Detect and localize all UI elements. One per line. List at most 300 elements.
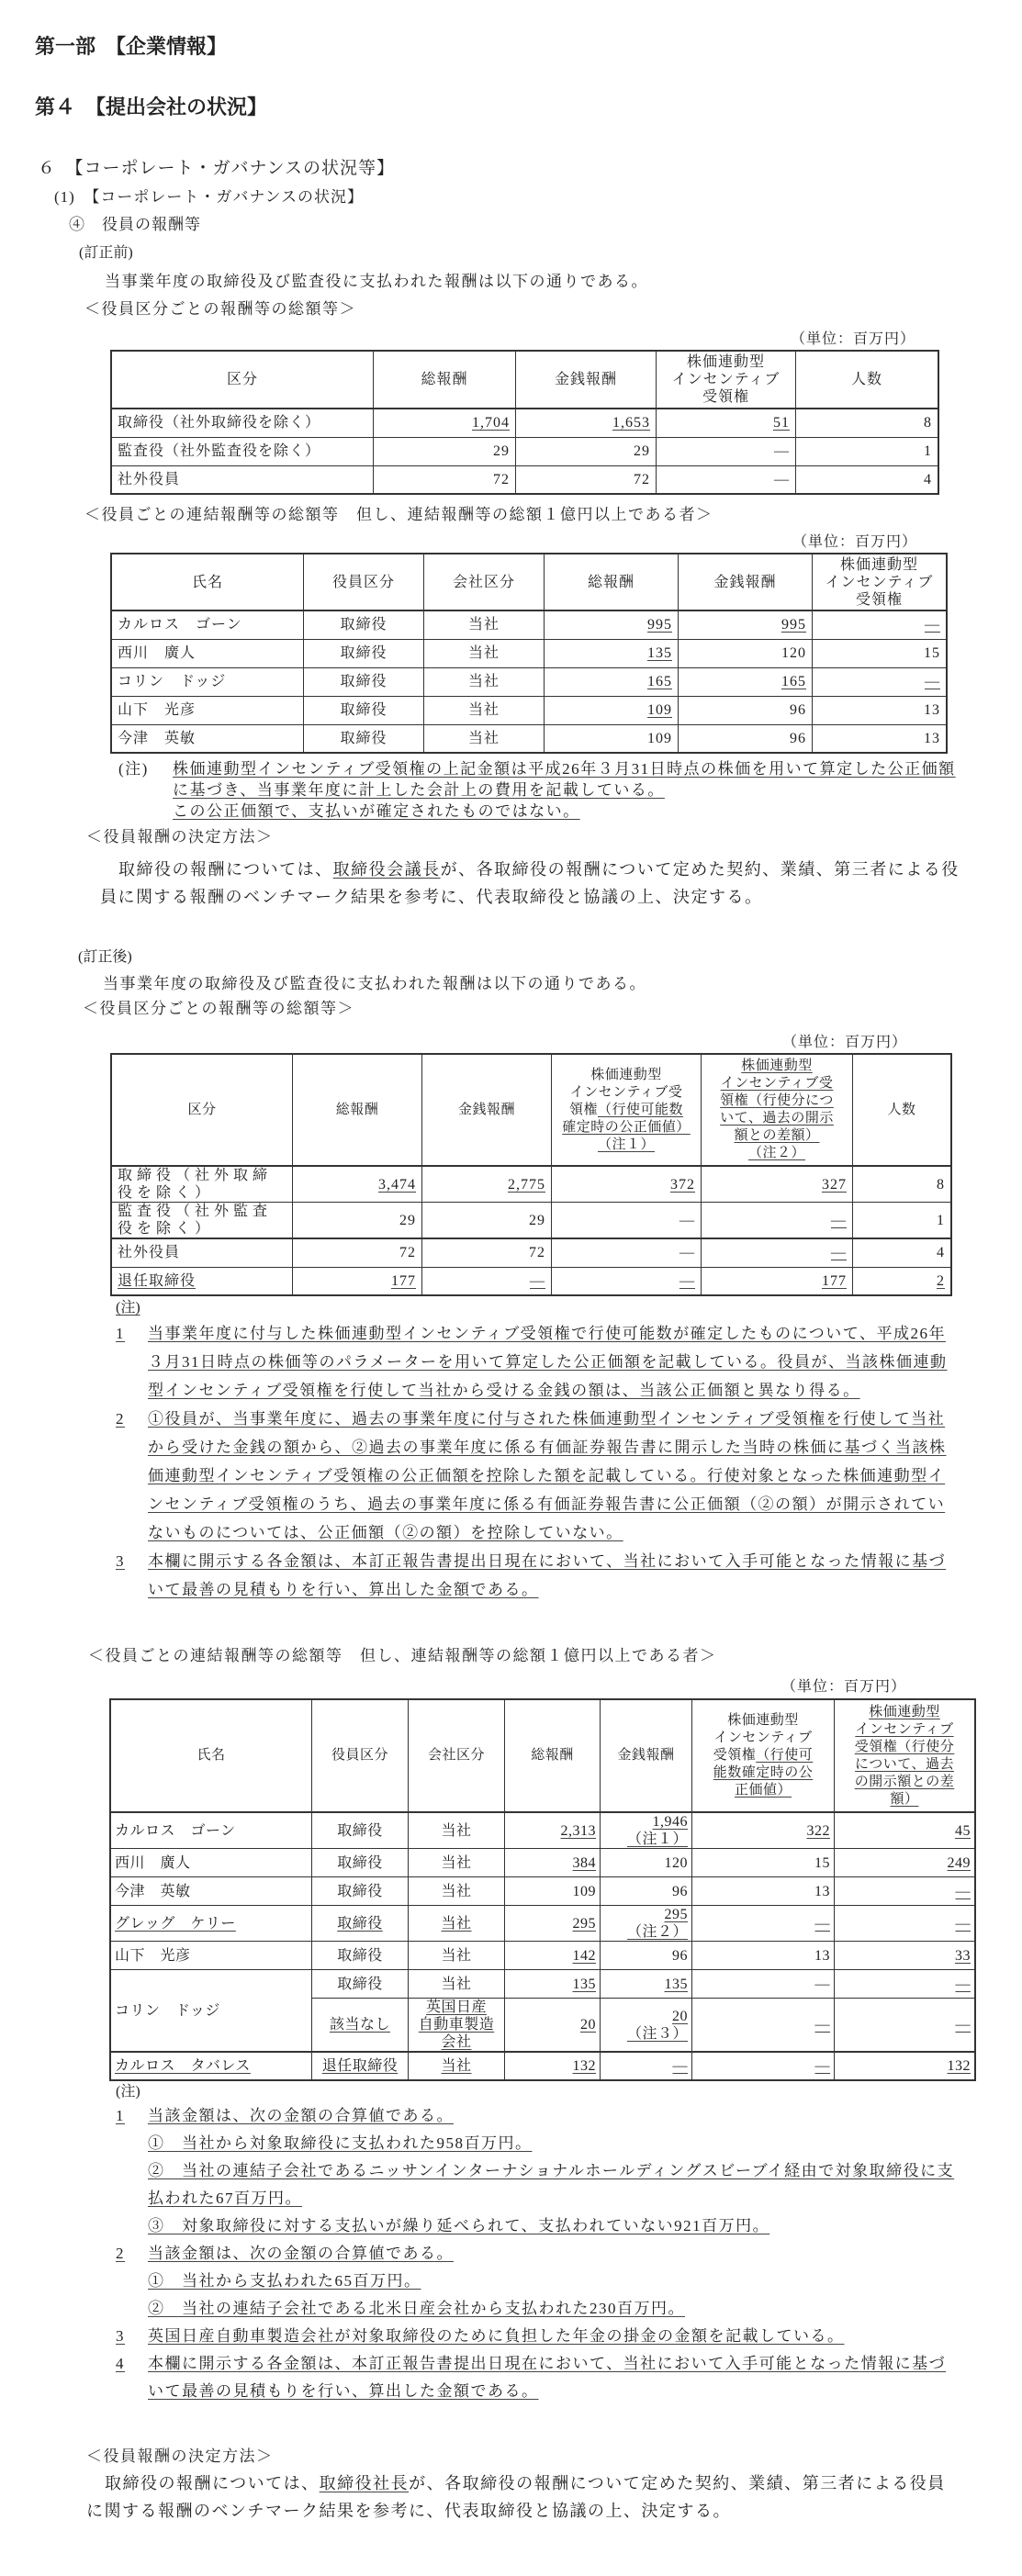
table-cell [312,1999,409,2053]
method-text-emphasis: 取締役社長 [319,2474,410,2492]
cell-value: 取締役 [337,1947,383,1964]
note-number: 4 [116,2355,125,2372]
table-cell [422,1267,552,1295]
cell-value: 29 [493,443,510,459]
table-body [111,610,947,753]
row-name-cell [111,696,304,724]
table-cell [312,1906,409,1942]
cell-value: 1,946 （注１） [626,1814,688,1847]
table-cell [505,1942,601,1970]
row-name-cell [110,1942,312,1970]
table-cell [545,667,679,696]
note-item [113,2102,961,2240]
table-cell [409,1849,505,1877]
after-correction-label: (訂正後) [78,949,132,965]
cell-value: ― [814,2017,830,2033]
after-remuneration-by-category-table [110,1053,952,1296]
table-cell [312,1942,409,1970]
cell-value: 4 [924,471,932,487]
cell-value: グレッグ ケリー [115,1915,236,1932]
table-cell [813,610,948,639]
cell-value: 当社 [441,1947,472,1964]
column-header [853,1054,952,1166]
column-header [505,1699,601,1812]
cell-value: 取締役 [340,674,387,689]
cell-value: 氏名 [191,574,223,590]
table-cell [304,724,424,753]
table-row [110,1877,975,1906]
cell-value: 15 [814,1854,830,1871]
note-text: 本欄に開示する各金額は、本訂正報告書提出日現在において、当社において入手可能となった情報に基づいて最善の見積もりを行い、算出した金額である。 [148,2355,947,2400]
cell-value: 取締役 [340,730,387,746]
cell-value: 該当なし [329,2017,390,2033]
column-header [374,351,516,409]
table-cell [424,696,545,724]
cell-text-segment: 株価連動型 インセンティブ 受領権（行使分 について、過去 の開示額との差 額） [854,1704,955,1807]
cell-value: 51 [773,415,790,431]
cell-value: 当社 [441,1915,472,1932]
table-cell [516,437,657,465]
table-header-row [111,1054,951,1166]
cell-value: ― [530,1272,545,1289]
cell-value: 2 [937,1272,945,1289]
table-cell [657,437,796,465]
cell-value: 29 [529,1212,545,1228]
cell-value: 13 [814,1947,830,1964]
cell-value: ― [679,1245,695,1261]
cell-value: 取締役（社外取締役を除く） [118,1168,273,1201]
table-row [110,1812,975,1849]
row-name-cell [110,1877,312,1906]
row-name-cell [111,1238,293,1267]
table-cell [409,1970,505,1999]
note-item [113,1405,961,1547]
table-cell [545,610,679,639]
table-cell [679,639,813,667]
table-cell [692,1849,835,1877]
cell-value: 29 [399,1212,416,1228]
table-cell [853,1203,952,1239]
cell-value: 1,653 [612,415,650,431]
cell-value: 会社区分 [452,574,515,590]
after-method-text [86,2470,963,2525]
table-cell [692,1970,835,1999]
after-category-notes [113,1319,961,1604]
cell-value: 29 [634,443,650,459]
note-number: 1 [116,2107,125,2124]
table-cell [853,1238,952,1267]
cell-value: 当社 [467,702,500,718]
table-cell [304,667,424,696]
column-header [304,554,424,610]
table-cell [692,2052,835,2080]
after-remuneration-by-officer-table [109,1698,976,2081]
cell-value: 8 [937,1176,945,1193]
note-subitem: ① 当社から対象取締役に支払われた958百万円。 [148,2134,533,2152]
cell-value: 72 [399,1245,416,1261]
cell-value: 96 [672,1947,688,1964]
note-text: 当該金額は、次の金額の合算値である。 [148,2245,454,2262]
cell-value: 165 [781,674,806,689]
table-cell [505,2052,601,2080]
cell-value: 372 [670,1176,695,1193]
cell-value: 取締役 [340,702,387,718]
table-cell [422,1203,552,1239]
cell-value: コリン ドッジ [118,674,227,689]
cell-value: ― [679,1212,695,1228]
table-head [110,1699,975,1812]
table-cell [796,465,939,494]
table-cell [835,1999,976,2053]
cell-value: 監査役（社外監査役を除く） [118,443,321,459]
column-header [409,1699,505,1812]
cell-value: ― [831,1212,847,1228]
table-header-row [111,351,938,409]
cell-value: ― [955,1883,971,1899]
cell-value: 当社 [467,674,500,689]
cell-value: 135 [647,645,672,661]
part-heading: 第一部 【企業情報】 [35,36,228,59]
cell-value: 取締役（社外取締役を除く） [118,415,321,431]
table-row [111,724,947,753]
table-cell [835,2052,976,2080]
cell-value: 監査役（社外監査役を除く） [118,1204,273,1237]
cell-value: ― [955,1976,971,1992]
note-number: 2 [116,2245,125,2262]
table-row [111,610,947,639]
row-name-cell [110,2052,312,2080]
cell-value: 区分 [187,1102,217,1117]
column-header [111,1054,293,1166]
table-cell [601,1877,692,1906]
column-header [312,1699,409,1812]
cell-value: 区分 [226,372,258,387]
table-body [110,1812,975,2080]
row-name-cell [111,639,304,667]
section-heading: ６ 【コーポレート・ガバナンスの状況等】 [38,159,395,178]
note-item [113,1319,961,1405]
table-row [111,1238,951,1267]
note-item [113,2323,961,2350]
note-item [113,2240,961,2323]
cell-value: ― [831,1245,847,1261]
cell-value: 西川 廣人 [115,1854,191,1871]
table-cell [552,1267,702,1295]
before-notes [118,758,963,822]
table-cell [545,724,679,753]
cell-value: 120 [664,1854,688,1871]
table-cell [552,1203,702,1239]
cell-value: ― [814,1976,830,1992]
column-header [692,1699,835,1812]
cell-value: 金銭報酬 [713,574,777,590]
cell-value: 2,775 [508,1176,545,1193]
table-cell [702,1267,853,1295]
table-cell [702,1166,853,1203]
table-cell [505,1999,601,2053]
cell-value: 249 [947,1854,971,1871]
column-header [657,351,796,409]
subsection-heading: (1) 【コーポレート・ガバナンスの状況】 [54,188,364,206]
table-cell [304,610,424,639]
cell-value: 109 [572,1883,596,1899]
table-cell [424,610,545,639]
cell-value: 取締役 [337,1883,383,1899]
row-name-cell [111,1166,293,1203]
table-header-row [111,554,947,610]
cell-value: 当社 [467,730,500,746]
table-cell [505,1812,601,1849]
column-header [111,554,304,610]
cell-value: 96 [672,1883,688,1899]
cell-value: 人数 [887,1102,916,1117]
table-cell [516,465,657,494]
cell-value: 1,704 [472,415,510,431]
cell-value: コリン ドッジ [115,2002,220,2019]
cell-value: 995 [781,617,806,633]
table-cell [601,1812,692,1849]
row-name-cell [110,1906,312,1942]
cell-value: 総報酬 [335,1102,379,1117]
table-cell [505,1906,601,1942]
cell-text-segment: 株価連動型 インセンティブ 受領権 [713,1713,813,1763]
table-cell [853,1166,952,1203]
cell-value: 96 [790,702,806,718]
note-text: ①役員が、当事業年度に、過去の事業年度に付与された株価連動型インセンティブ受領権を行使して当社から受けた金銭の額から、②過去の事業年度に係る有価証券報告書に開示した当時の株価に基づく当該株価連動型インセンティブ受領権の公正価額を控除した額を記載している。行使対象となった株価連動型インセンティブ受領権のうち、過去の事業年度に係る有価証券報告書に公正価額（②の額）が開示されていないものについては、公正価額（②の額）を控除していない。 [148,1410,947,1541]
table-cell [409,2052,505,2080]
table-cell [702,1203,853,1239]
table-cell [679,667,813,696]
cell-value: 72 [493,471,510,487]
table-cell [813,696,948,724]
table-row [110,1849,975,1877]
table-cell [679,696,813,724]
cell-value: 1 [924,443,932,459]
cell-value: 当社 [441,1883,472,1899]
cell-value: 13 [924,702,940,718]
table-row [110,1906,975,1942]
column-header [702,1054,853,1166]
table-cell [409,1999,505,2053]
table-row [111,1267,951,1295]
table-cell [409,1812,505,1849]
table-cell [835,1970,976,1999]
table-cell [505,1970,601,1999]
column-header [679,554,813,610]
cell-value: 当社 [467,617,500,633]
cell-value: 英国日産 自動車製造 会社 [418,1999,495,2050]
cell-value: 山下 光彦 [115,1947,191,1964]
table-cell [293,1238,422,1267]
table-cell [657,409,796,437]
item-heading: ④ 役員の報酬等 [69,216,201,233]
table-cell [545,696,679,724]
table-cell [813,667,948,696]
cell-value: 当社 [441,1854,472,1871]
cell-value: ― [679,1272,695,1289]
cell-value: 109 [647,702,672,718]
table-row [111,667,947,696]
table-cell [312,2052,409,2080]
table-cell [516,409,657,437]
cell-value: ― [774,471,790,487]
table-cell [601,2052,692,2080]
row-name-cell [111,667,304,696]
table-cell [601,1999,692,2053]
method-text-pre: 取締役の報酬については、 [118,860,333,879]
cell-value: ― [925,617,940,633]
after-method-title: ＜役員報酬の決定方法＞ [86,2447,274,2465]
before-method-text [100,856,963,911]
table-row [111,639,947,667]
table-cell [853,1267,952,1295]
cell-value: ― [955,1915,971,1932]
table-cell [409,1906,505,1942]
cell-value: 322 [806,1822,830,1839]
before-individual-table-caption: ＜役員ごとの連結報酬等の総額等 但し、連結報酬等の総額１億円以上である者＞ [84,506,713,523]
table-row [111,437,938,465]
cell-value: 取締役 [337,1822,383,1839]
cell-text-segment: （注１） [597,1137,655,1152]
row-name-cell [111,409,374,437]
column-header [813,554,948,610]
cell-value: 西川 廣人 [118,645,197,661]
column-header [835,1699,976,1812]
cell-value: ― [672,2058,688,2074]
method-text-post: が、各取締役の報酬について定めた契約、業績、第三者による役員に関する報酬のベンチマーク結果を参考に、代表取締役と協議の上、決定する。 [100,860,960,906]
row-name-cell [111,1267,293,1295]
table-cell [601,1970,692,1999]
before-category-table-unit: （単位：百万円） [790,331,915,347]
before-remuneration-by-category-table [110,350,939,495]
table-row [111,1203,951,1239]
cell-value: 135 [572,1976,596,1992]
cell-value: 15 [924,645,940,661]
table-cell [835,1942,976,1970]
table-cell [505,1849,601,1877]
table-cell [505,1877,601,1906]
table-cell [601,1942,692,1970]
cell-value: ― [814,1915,830,1932]
table-head [111,554,947,610]
method-text-pre: 取締役の報酬については、 [105,2474,320,2492]
row-name-cell [111,437,374,465]
cell-value: 109 [647,730,672,746]
cell-value: 金銭報酬 [617,1748,675,1763]
cell-value: カルロス タバレス [115,2058,251,2074]
table-cell [293,1203,422,1239]
cell-value: 総報酬 [587,574,635,590]
cell-value: 384 [572,1854,596,1871]
cell-value: 当社 [441,1822,472,1839]
table-cell [679,610,813,639]
table-row [111,696,947,724]
cell-value: 取締役 [340,617,387,633]
cell-value: 33 [955,1947,971,1964]
cell-value: 4 [937,1245,945,1261]
table-cell [702,1238,853,1267]
cell-value: 当社 [441,1976,472,1992]
table-cell [813,724,948,753]
note-item [113,2350,961,2405]
column-header [516,351,657,409]
table-row [111,465,938,494]
cell-value: 株価連動型 インセンティブ 受領権 [671,354,781,405]
table-row [110,1942,975,1970]
note-text: 当事業年度に付与した株価連動型インセンティブ受領権で行使可能数が確定したものについて、平成26年３月31日時点の株価等のパラメーターを用いて算定した公正価額を記載している。役員が、当該株価連動型インセンティブ受領権を行使して当社から受ける金銭の額は、当該公正価額と異なり得る。 [148,1325,948,1399]
note-label: (注) [118,760,149,778]
cell-value: 72 [529,1245,545,1261]
cell-value: 13 [814,1883,830,1899]
after-intro-text: 当事業年度の取締役及び監査役に支払われた報酬は以下の通りである。 [103,975,646,992]
cell-value: 取締役 [340,645,387,661]
column-header [110,1699,312,1812]
cell-value: 総報酬 [421,372,468,387]
note-number: 2 [116,1410,125,1428]
table-row [110,2052,975,2080]
table-cell [835,1812,976,1849]
cell-text-segment: 株価連動型 インセンティブ受 領権（行使分につ いて、過去の開示 額との差額） （注２） [720,1058,834,1160]
table-head [111,351,938,409]
table-cell [424,724,545,753]
row-name-cell [110,1812,312,1849]
cell-value: 社外役員 [118,471,181,487]
before-correction-label: (訂正前) [79,245,133,261]
cell-value: 山下 光彦 [118,702,197,718]
cell-value: カルロス ゴーン [118,617,242,633]
column-header [552,1054,702,1166]
before-individual-table-unit: （単位：百万円） [792,534,917,550]
cell-value: 退任取締役 [321,2058,399,2074]
after-individual-table-caption: ＜役員ごとの連結報酬等の総額等 但し、連結報酬等の総額１億円以上である者＞ [88,1647,717,1664]
cell-value: 今津 英敏 [115,1883,191,1899]
table-cell [813,639,948,667]
table-cell [601,1849,692,1877]
table-cell [424,639,545,667]
table-body [111,409,938,494]
after-individual-notes-label: (注) [116,2084,140,2100]
cell-value: 135 [664,1976,688,1992]
note-number: 3 [116,2327,125,2345]
cell-value: 金銭報酬 [554,372,617,387]
table-cell [796,437,939,465]
cell-value: 金銭報酬 [457,1102,515,1117]
table-cell [545,639,679,667]
cell-value: 当社 [441,2058,472,2074]
cell-value: 今津 英敏 [118,730,197,746]
table-row [111,409,938,437]
table-cell [409,1877,505,1906]
cell-value: 氏名 [197,1748,226,1763]
after-individual-table-unit: （単位：百万円） [781,1679,906,1695]
after-category-table-caption: ＜役員区分ごとの報酬等の総額等＞ [83,1000,354,1017]
note-text: 本欄に開示する各金額は、本訂正報告書提出日現在において、当社において入手可能となった情報に基づいて最善の見積もりを行い、算出した金額である。 [148,1552,947,1598]
cell-value: 1 [937,1212,945,1228]
cell-value: 役員区分 [331,574,395,590]
note-subitem: ② 当社の連結子会社であるニッサンインターナショナルホールディングスビーブイ経由で対象取締役に支払われた67百万円。 [148,2162,955,2207]
cell-value: 退任取締役 [118,1272,197,1289]
cell-value: 取締役 [337,1854,383,1871]
chapter-heading: 第４ 【提出会社の状況】 [35,96,268,119]
cell-value: 役員区分 [331,1748,388,1763]
table-row [111,1166,951,1203]
cell-value: 177 [822,1272,847,1289]
cell-text-segment: （行使可能数 確定時の公正価値） [562,1102,691,1135]
table-cell [304,639,424,667]
cell-value: ― [814,2058,830,2074]
table-cell [679,724,813,753]
cell-value: 165 [647,674,672,689]
